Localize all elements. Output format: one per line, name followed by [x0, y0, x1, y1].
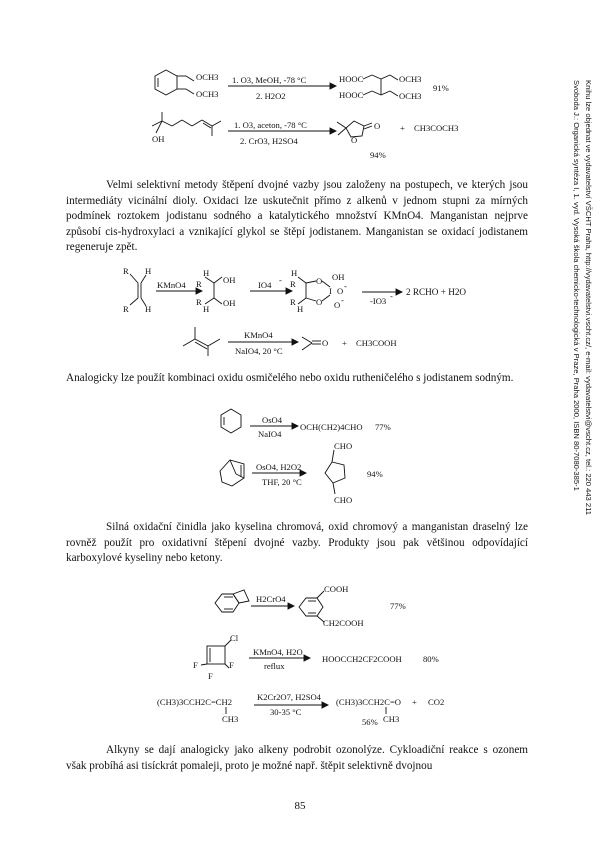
r3-r-bottom: R: [123, 304, 129, 314]
r3-product: 2 RCHO + H2O: [406, 287, 467, 297]
r3-minus-io3: -IO3: [370, 296, 387, 306]
r2-substrate-chain: [152, 112, 221, 136]
r9-product: (CH3)3CCH2C=O: [336, 697, 402, 707]
r6-cho-bottom: CHO: [334, 495, 353, 505]
r3-minus-io3-charge: -: [390, 291, 393, 301]
r3-reagent-kmno4: KMnO4: [157, 280, 186, 290]
r4-prod-o: O: [322, 338, 329, 348]
side-citation-line-1: Svoboda J.: Organická syntéza I, 1. vyd. Vysoká škola chemicko-technologická v Praze, Praha 2000, ISBN 80-7080-385-1: [572, 80, 581, 491]
r3-diol-h-top: H: [203, 268, 210, 278]
r3-diol-r-top: R: [196, 279, 202, 289]
r8-f-bottom: F: [208, 671, 213, 681]
r3-diol-oh-top: OH: [223, 275, 236, 285]
r4-acetic-acid: CH3COOH: [356, 338, 397, 348]
r9-condition-1: K2Cr2O7, H2SO4: [257, 692, 321, 702]
r8-cl: Cl: [230, 633, 239, 643]
page-number: 85: [294, 800, 306, 812]
r5-yield: 77%: [375, 422, 391, 432]
r5-condition-2: NaIO4: [258, 429, 282, 439]
r2-condition-1: 1. O3, aceton, -78 °C: [234, 120, 307, 130]
r7-cooh: COOH: [324, 584, 349, 594]
r1-condition-1: 1. O3, MeOH, -78 °C: [232, 75, 307, 85]
r9-prod-ch3: CH3: [383, 714, 400, 724]
r2-yield: 94%: [370, 150, 386, 160]
r8-yield: 80%: [423, 654, 439, 664]
paragraph-strong-oxidants: Silná oxidační činidla jako kyselina chromová, oxid chromový a manganistan draselný lze rovněž použít pro oxidativní štěpení dvojné vazby. Produkty jsou pak většinou odpovídající karboxylové kyseliny nebo ketony.: [66, 521, 528, 565]
r3-cyc-o-bottom: O: [316, 297, 323, 307]
r6-condition-1: OsO4, H2O2: [256, 462, 302, 472]
side-citation-line-2: Knihu lze objednat ve vydavatelství VŠCHT Praha, http://vydavatelstvi.vscht.cz/, e-mail: vydavatelstvi@vscht.cz, tel.: 220 443 211: [584, 80, 593, 515]
r3-cyc-h-top: H: [291, 268, 298, 278]
r3-cyc-oh: OH: [332, 272, 345, 282]
r1-substrate-ring: [155, 70, 194, 95]
r2-plus: +: [400, 123, 405, 133]
r6-condition-2: THF, 20 °C: [262, 477, 302, 487]
r8-f-right: F: [229, 660, 234, 670]
r9-condition-2: 30-35 °C: [270, 707, 302, 717]
paragraph-diol-cleavage: Velmi selektivní metody štěpení dvojné vazby jsou založeny na postupech, ve kterých jsou intermediáty vicinální dioly. Oxidaci lze uskutečnit přímo z alkenů v jednom stupni za mírných podmínek roztokem jodistanu sodného a katalytického množství KMnO4. Manganistan nejprve způsobí cis-hydroxylaci a vznikající glykol se štěpí jodistanem. Manganistan se oxidací jodistanem regeneruje zpět.: [66, 179, 528, 254]
r9-co2: CO2: [428, 697, 445, 707]
r3-cyc-r-bottom: R: [290, 297, 296, 307]
r3-cyc-h-bottom: H: [297, 304, 304, 314]
r3-cyc-r-top: R: [290, 279, 296, 289]
r3-reagent-io4: IO4: [258, 280, 272, 290]
r3-h-bottom: H: [145, 304, 152, 314]
r9-yield: 56%: [362, 717, 378, 727]
r3-cyc-o-top: O: [316, 276, 323, 286]
r3-reagent-io4-charge: -: [279, 275, 282, 285]
r6-yield: 94%: [367, 469, 383, 479]
r3-h-top: H: [145, 266, 152, 276]
r3-diol-r-bottom: R: [196, 297, 202, 307]
r3-diol-h-bottom: H: [203, 304, 210, 314]
r3-cyc-o-right: O: [337, 286, 344, 296]
r7-condition: H2CrO4: [256, 594, 286, 604]
r3-r-top: R: [123, 266, 129, 276]
r1-prod-ome-bottom: OCH3: [399, 91, 422, 101]
r5-condition-1: OsO4: [262, 415, 283, 425]
r3-cyc-o-right-charge: -: [344, 281, 347, 291]
r9-plus: +: [412, 697, 417, 707]
r2-sub-oh: OH: [152, 134, 165, 144]
r4-plus: +: [342, 338, 347, 348]
r4-condition-2: NaIO4, 20 °C: [235, 346, 283, 356]
r1-prod-ome-top: OCH3: [399, 74, 422, 84]
r8-condition-2: reflux: [264, 661, 285, 671]
r1-prod-hooc-bottom: HOOC: [339, 90, 364, 100]
r3-cyc-o-lower-charge: -: [341, 295, 344, 305]
r4-condition-1: KMnO4: [244, 330, 273, 340]
r2-condition-2: 2. CrO3, H2SO4: [240, 136, 298, 146]
r7-ch2cooh: CH2COOH: [323, 618, 364, 628]
r2-carbonyl-o: O: [374, 121, 381, 131]
r3-diol-oh-bottom: OH: [223, 298, 236, 308]
paragraph-osmium: Analogicky lze použít kombinaci oxidu osmičelého nebo oxidu rutheničelého s jodistanem sodným.: [66, 372, 514, 384]
r9-substrate: (CH3)3CCH2C=CH2: [157, 697, 233, 707]
r8-condition-1: KMnO4, H2O: [253, 647, 303, 657]
r5-product: OCH(CH2)4CHO: [300, 422, 363, 432]
r2-acetone: CH3COCH3: [414, 123, 459, 133]
r1-prod-hooc-top: HOOC: [339, 74, 364, 84]
r6-cho-top: CHO: [334, 441, 353, 451]
r1-sub-ome-top: OCH3: [196, 72, 219, 82]
r9-sub-ch3: CH3: [222, 714, 239, 724]
r2-ring-o: O: [351, 135, 358, 145]
r3-cyc-o-lower: O: [334, 300, 341, 310]
r8-product: HOOCCH2CF2COOH: [322, 654, 402, 664]
r1-condition-2: 2. H2O2: [256, 91, 286, 101]
paragraph-alkynes: Alkyny se dají analogicky jako alkeny podrobit ozonolýze. Cykloadiční reakce s ozonem však probíhá asi tisíckrát pomaleji, proto je možné např. štěpit selektivně dvojnou: [66, 744, 528, 772]
r7-yield: 77%: [390, 601, 406, 611]
r1-sub-ome-bottom: OCH3: [196, 89, 219, 99]
r3-cyc-i: I: [329, 286, 332, 296]
r1-yield: 91%: [433, 83, 449, 93]
r8-f-left: F: [193, 660, 198, 670]
